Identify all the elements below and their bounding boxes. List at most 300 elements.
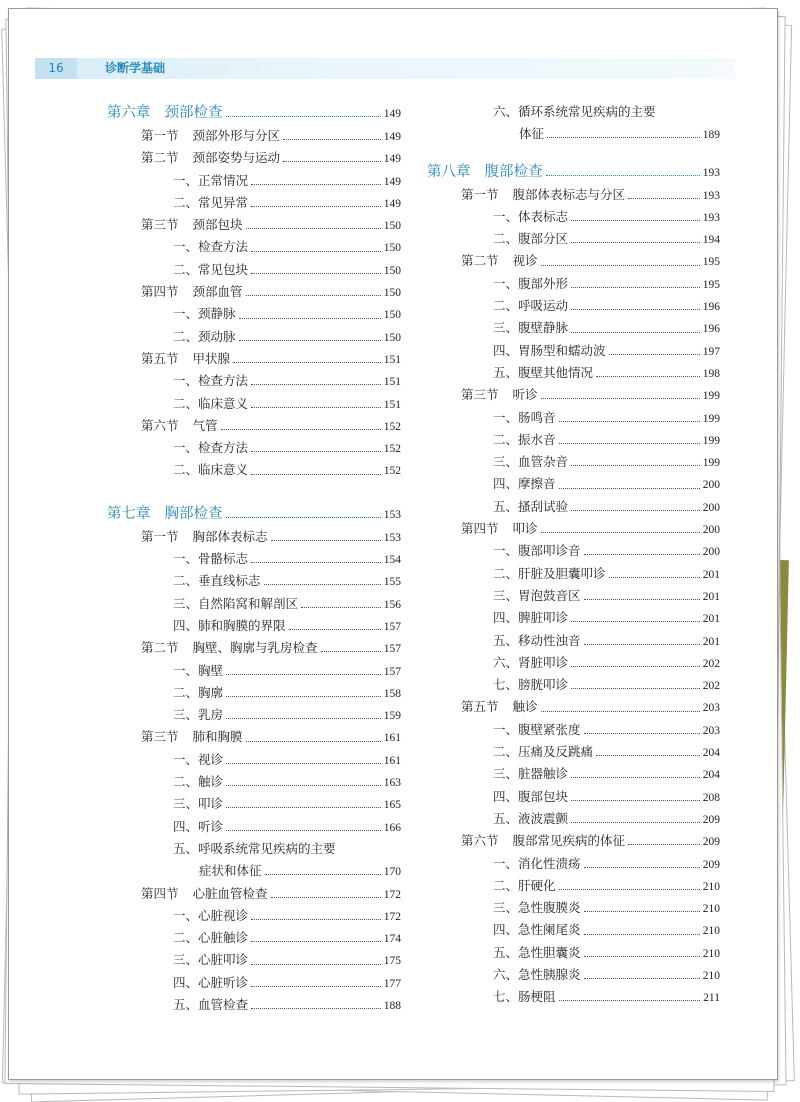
toc-leader-dots: [571, 821, 700, 823]
toc-leader-dots: [251, 406, 381, 408]
page-number: 16: [35, 58, 77, 79]
toc-page-number: 204: [702, 747, 720, 760]
toc-section: [107, 415, 401, 437]
toc-page-number: 202: [702, 657, 720, 670]
toc-leader-dots: [251, 383, 381, 385]
toc-label: 第一节: [461, 186, 499, 202]
toc-leader-dots: [571, 464, 700, 466]
toc-leader-dots: [246, 227, 381, 229]
toc-page-number: 170: [383, 866, 401, 879]
toc-title: 气管: [192, 417, 218, 433]
toc-title: 三、脏器触诊: [493, 766, 569, 782]
toc-leader-dots: [584, 866, 700, 868]
toc-subsection: [427, 540, 720, 562]
toc-title: 一、骨骼标志: [173, 551, 249, 567]
toc-title: 四、急性阑尾炎: [493, 922, 581, 938]
toc-title: 四、摩擦音: [493, 476, 556, 492]
toc-leader-dots: [584, 732, 700, 734]
toc-page-number: 150: [383, 309, 401, 322]
toc-page-number: 149: [383, 131, 401, 143]
toc-section: [107, 281, 401, 303]
toc-title: 五、移动性浊音: [493, 632, 581, 648]
toc-column-right: [427, 101, 720, 1009]
toc-page-number: 153: [383, 508, 401, 521]
toc-subsection: [107, 905, 401, 927]
toc-page-number: 208: [702, 791, 720, 804]
toc-title: 二、颈动脉: [173, 328, 236, 344]
toc-label: 第四节: [461, 521, 499, 537]
toc-subsection: [427, 652, 720, 674]
toc-leader-dots: [233, 361, 381, 363]
toc-subsection: [427, 317, 720, 339]
toc-title: 肺和胸膜: [192, 729, 243, 745]
toc-leader-dots: [283, 138, 381, 140]
toc-leader-dots: [226, 829, 381, 831]
toc-subsection: [427, 585, 720, 607]
toc-leader-dots: [541, 264, 700, 266]
toc-gap: [107, 482, 401, 502]
toc-subsection: [107, 682, 401, 704]
toc-subsection: [427, 897, 720, 919]
toc-leader-dots: [541, 710, 700, 712]
toc-page-number: 211: [703, 992, 720, 1005]
toc-title: 一、腹壁紧张度: [493, 721, 581, 737]
toc-label: 第三节: [461, 387, 499, 403]
toc-leader-dots: [584, 598, 700, 600]
toc-title: 颈部姿势与运动: [192, 150, 281, 166]
toc-title: 三、胃泡鼓音区: [493, 587, 581, 603]
toc-page-number: 177: [383, 977, 401, 990]
toc-page-number: 209: [702, 858, 720, 871]
toc-page-number: 151: [383, 353, 401, 366]
toc-subsection: [427, 719, 720, 741]
toc-title: 一、心脏视诊: [173, 907, 249, 923]
toc-subsection: [427, 630, 720, 652]
toc-page-number: 149: [383, 197, 401, 210]
toc-leader-dots: [251, 561, 381, 563]
toc-page-number: 193: [702, 166, 720, 179]
toc-leader-dots: [283, 160, 381, 162]
toc-title: 一、腹部叩诊音: [493, 543, 581, 559]
toc-title: 七、肠梗阻: [493, 989, 556, 1005]
toc-page-number: 203: [702, 724, 720, 737]
toc-page-number: 152: [383, 443, 401, 456]
toc-leader-dots: [251, 963, 381, 965]
toc-page-number: 193: [702, 211, 720, 224]
toc-leader-dots: [659, 115, 717, 116]
toc-leader-dots: [609, 576, 700, 578]
toc-label: 第四节: [141, 885, 179, 901]
toc-subsection: [427, 496, 720, 518]
toc-title: 甲状腺: [192, 350, 231, 366]
toc-leader-dots: [571, 241, 700, 243]
toc-page-number: 201: [702, 613, 720, 626]
toc-subsection: [107, 771, 401, 793]
toc-section: [107, 526, 401, 548]
toc-leader-dots: [265, 873, 381, 875]
toc-page-number: 200: [702, 524, 720, 537]
toc-page-number: 210: [702, 947, 720, 960]
toc-leader-dots: [226, 784, 381, 786]
toc-subsection: [107, 793, 401, 815]
toc-subsection: [107, 615, 401, 637]
toc-title: 五、搔刮试验: [493, 498, 569, 514]
toc-subsection: [107, 972, 401, 994]
toc-title: 一、视诊: [173, 751, 224, 767]
toc-page-number: 200: [702, 546, 720, 559]
toc-section: [427, 696, 720, 718]
toc-page-number: 210: [702, 969, 720, 982]
toc-section: [427, 830, 720, 852]
toc-leader-dots: [251, 940, 381, 942]
toc-leader-dots: [584, 955, 700, 957]
toc-leader-dots: [596, 375, 700, 377]
toc-title: 七、膀胱叩诊: [493, 677, 569, 693]
toc-title: 二、呼吸运动: [493, 298, 569, 314]
toc-page-number: 195: [702, 256, 720, 269]
toc-title: 三、血管杂音: [493, 454, 569, 470]
toc-subsection-continued: [107, 860, 401, 882]
toc-section: [107, 726, 401, 748]
toc-page-number: 175: [383, 955, 401, 968]
toc-page-number: 196: [702, 301, 720, 314]
toc-leader-dots: [251, 272, 381, 274]
toc-leader-dots: [571, 776, 700, 778]
toc-leader-dots: [546, 174, 700, 176]
toc-page-number: 195: [702, 278, 720, 291]
toc-subsection: [427, 919, 720, 941]
toc-title: 一、体表标志: [493, 208, 569, 224]
toc-subsection: [427, 273, 720, 295]
toc-subsection: [107, 437, 401, 459]
toc-leader-dots: [559, 487, 700, 489]
toc-leader-dots: [584, 977, 700, 979]
toc-page-number: 150: [383, 331, 401, 344]
toc-section: [107, 147, 401, 169]
toc-subsection: [427, 429, 720, 451]
toc-title: 三、腹壁静脉: [493, 320, 569, 336]
toc-page-number: 149: [383, 153, 401, 166]
toc-title: 叩诊: [512, 521, 538, 537]
toc-page-number: 172: [383, 910, 401, 923]
toc-label: 第二节: [141, 640, 179, 656]
toc-leader-dots: [251, 473, 381, 475]
page-header: [35, 58, 735, 79]
toc-subsection-continued: [427, 123, 720, 145]
toc-page-number: 151: [383, 398, 401, 411]
toc-subsection: [107, 548, 401, 570]
toc-title: 五、急性胆囊炎: [493, 944, 581, 960]
toc-subsection: [107, 749, 401, 771]
toc-leader-dots: [246, 294, 381, 296]
toc-subsection: [427, 786, 720, 808]
toc-title: 三、自然陷窝和解剖区: [173, 595, 299, 611]
toc-title: 一、检查方法: [173, 440, 249, 456]
toc-title: 一、检查方法: [173, 239, 249, 255]
toc-title: 二、触诊: [173, 774, 224, 790]
toc-page-number: 149: [383, 175, 401, 188]
toc-leader-dots: [596, 754, 700, 756]
toc-subsection: [427, 451, 720, 473]
toc-page-number: 210: [702, 925, 720, 938]
toc-page-number: 189: [702, 129, 720, 142]
toc-subsection: [107, 704, 401, 726]
toc-title: 一、检查方法: [173, 373, 249, 389]
toc-leader-dots: [628, 197, 700, 199]
toc-column-left: [107, 101, 401, 1016]
toc-subsection: [427, 986, 720, 1008]
toc-subsection: [107, 170, 401, 192]
toc-leader-dots: [559, 420, 700, 422]
toc-subsection: [107, 927, 401, 949]
toc-leader-dots: [226, 115, 381, 117]
toc-leader-dots: [559, 999, 701, 1001]
toc-title: 听诊: [512, 387, 538, 403]
toc-subsection: [107, 838, 401, 860]
toc-section: [107, 214, 401, 236]
toc-title: 五、呼吸系统常见疾病的主要: [173, 840, 336, 856]
toc-title: 颈部血管: [192, 284, 243, 300]
toc-page-number: 174: [383, 933, 401, 946]
toc-title: 二、压痛及反跳痛: [493, 744, 594, 760]
toc-page-number: 154: [383, 554, 401, 567]
toc-page-number: 158: [383, 687, 401, 700]
toc-leader-dots: [226, 762, 381, 764]
toc-title: 四、胃肠型和蠕动波: [493, 342, 606, 358]
toc-leader-dots: [251, 183, 381, 185]
toc-subsection: [107, 660, 401, 682]
toc-page-number: 150: [383, 242, 401, 255]
toc-leader-dots: [339, 852, 398, 853]
toc-page-number: 149: [383, 108, 401, 120]
toc-subsection: [427, 674, 720, 696]
toc-page-number: 203: [702, 702, 720, 715]
toc-label: 第三节: [141, 729, 179, 745]
toc-leader-dots: [571, 665, 700, 667]
toc-section: [427, 250, 720, 272]
toc-subsection: [427, 362, 720, 384]
toc-subsection: [427, 853, 720, 875]
toc-title: 症状和体征: [199, 863, 262, 879]
toc-chapter: [107, 101, 401, 125]
toc-leader-dots: [239, 317, 381, 319]
toc-page-number: 151: [383, 376, 401, 389]
toc-label: 第六节: [461, 833, 499, 849]
toc-subsection: [107, 593, 401, 615]
toc-title: 一、消化性溃疡: [493, 855, 581, 871]
toc-subsection: [107, 994, 401, 1016]
toc-page-number: 199: [702, 434, 720, 447]
toc-page-number: 157: [383, 665, 401, 678]
toc-subsection: [107, 570, 401, 592]
toc-title: 二、心脏触诊: [173, 930, 249, 946]
toc-title: 心脏血管检查: [192, 885, 268, 901]
toc-subsection: [427, 228, 720, 250]
toc-section: [107, 125, 401, 147]
toc-leader-dots: [571, 331, 700, 333]
toc-leader-dots: [226, 717, 381, 719]
toc-subsection: [427, 563, 720, 585]
toc-leader-dots: [251, 1007, 381, 1009]
toc-page-number: 202: [702, 680, 720, 693]
toc-page-number: 201: [702, 590, 720, 603]
toc-page-number: 157: [383, 643, 401, 656]
toc-title: 腹部体表标志与分区: [512, 186, 626, 202]
toc-leader-dots: [251, 985, 381, 987]
toc-title: 一、颈静脉: [173, 306, 236, 322]
toc-label: 第七章: [107, 505, 151, 522]
toc-leader-dots: [226, 516, 381, 518]
toc-title: 三、急性腹膜炎: [493, 900, 581, 916]
toc-leader-dots: [571, 620, 700, 622]
toc-title: 触诊: [512, 699, 538, 715]
toc-title: 五、血管检查: [173, 996, 249, 1012]
toc-chapter: [427, 160, 720, 184]
toc-label: 第四节: [141, 284, 179, 300]
toc-leader-dots: [571, 286, 700, 288]
toc-label: 第六章: [107, 105, 151, 121]
toc-title: 颈部外形与分区: [192, 128, 281, 143]
toc-title: 腹部常见疾病的体征: [512, 833, 626, 849]
toc-leader-dots: [628, 843, 700, 845]
toc-page-number: 210: [702, 880, 720, 893]
toc-leader-dots: [301, 606, 381, 608]
toc-title: 三、乳房: [173, 707, 224, 723]
toc-leader-dots: [264, 583, 381, 585]
toc-title: 胸部体表标志: [192, 528, 268, 544]
toc-leader-dots: [226, 695, 381, 697]
toc-page-number: 153: [383, 531, 401, 544]
toc-leader-dots: [226, 806, 381, 808]
toc-title: 颈部包块: [192, 217, 243, 233]
toc-leader-dots: [221, 428, 381, 430]
toc-title: 一、正常情况: [173, 172, 249, 188]
toc-title: 视诊: [512, 253, 538, 269]
toc-page-number: 188: [383, 999, 401, 1012]
toc-page: [8, 8, 778, 1080]
toc-label: 第二节: [141, 150, 179, 166]
toc-subsection: [107, 303, 401, 325]
toc-page-number: 209: [702, 813, 720, 826]
toc-title: 四、听诊: [173, 818, 224, 834]
toc-page-number: 198: [702, 367, 720, 380]
toc-title: 二、腹部分区: [493, 231, 569, 247]
toc-leader-dots: [571, 509, 700, 511]
toc-label: 第二节: [461, 253, 499, 269]
toc-leader-dots: [251, 205, 381, 207]
toc-page-number: 150: [383, 220, 401, 233]
toc-subsection: [427, 295, 720, 317]
toc-page-number: 159: [383, 710, 401, 723]
toc-label: 第一节: [141, 528, 179, 544]
toc-page-number: 200: [702, 501, 720, 514]
toc-section: [427, 518, 720, 540]
toc-title: 一、胸壁: [173, 662, 224, 678]
toc-subsection: [427, 101, 720, 123]
toc-page-number: 199: [702, 457, 720, 470]
toc-page-number: 209: [702, 836, 720, 849]
toc-leader-dots: [289, 628, 381, 630]
toc-leader-dots: [271, 539, 381, 541]
toc-title: 六、急性胰腺炎: [493, 966, 581, 982]
toc-subsection: [107, 393, 401, 415]
toc-title: 体征: [519, 126, 545, 142]
toc-subsection: [107, 326, 401, 348]
toc-title: 四、肺和胸膜的界限: [173, 617, 286, 633]
toc-leader-dots: [571, 308, 700, 310]
toc-label: 第六节: [141, 417, 179, 433]
toc-subsection: [427, 964, 720, 986]
toc-section: [107, 637, 401, 659]
toc-subsection: [427, 875, 720, 897]
toc-leader-dots: [547, 136, 700, 138]
toc-gap: [427, 146, 720, 160]
toc-page-number: 156: [383, 598, 401, 611]
toc-page-number: 172: [383, 888, 401, 901]
toc-title: 五、液波震颤: [493, 810, 569, 826]
toc-leader-dots: [609, 353, 700, 355]
toc-section: [107, 883, 401, 905]
toc-title: 二、垂直线标志: [173, 573, 261, 589]
toc-leader-dots: [541, 397, 700, 399]
toc-label: 第五节: [141, 350, 179, 366]
toc-title: 一、肠鸣音: [493, 409, 556, 425]
toc-title: 二、常见异常: [173, 194, 249, 210]
toc-leader-dots: [571, 799, 700, 801]
toc-page-number: 196: [702, 323, 720, 336]
toc-title: 四、脾脏叩诊: [493, 610, 569, 626]
toc-leader-dots: [251, 250, 381, 252]
toc-title: 一、腹部外形: [493, 275, 569, 291]
toc-title: 二、振水音: [493, 431, 556, 447]
toc-title: 三、叩诊: [173, 796, 224, 812]
toc-title: 六、循环系统常见疾病的主要: [493, 104, 656, 119]
toc-title: 二、肝脏及胆囊叩诊: [493, 565, 606, 581]
toc-page-number: 155: [383, 576, 401, 589]
toc-label: 第八章: [427, 163, 471, 180]
toc-title: 四、心脏听诊: [173, 974, 249, 990]
toc-label: 第五节: [461, 699, 499, 715]
toc-leader-dots: [226, 673, 381, 675]
toc-title: 二、胸廓: [173, 684, 224, 700]
toc-title: 颈部检查: [164, 105, 223, 121]
toc-leader-dots: [271, 896, 381, 898]
toc-leader-dots: [239, 339, 381, 341]
toc-subsection: [107, 949, 401, 971]
toc-leader-dots: [571, 687, 700, 689]
toc-page-number: 201: [702, 568, 720, 581]
toc-leader-dots: [584, 553, 700, 555]
toc-chapter: [107, 502, 401, 526]
toc-subsection: [427, 607, 720, 629]
toc-subsection: [427, 340, 720, 362]
toc-page-number: 161: [383, 732, 401, 745]
toc-leader-dots: [541, 531, 700, 533]
toc-page-number: 161: [383, 754, 401, 767]
toc-subsection: [427, 206, 720, 228]
toc-subsection: [427, 473, 720, 495]
toc-page-number: 166: [383, 821, 401, 834]
toc-title: 二、临床意义: [173, 395, 249, 411]
toc-page-number: 201: [702, 635, 720, 648]
toc-title: 四、腹部包块: [493, 788, 569, 804]
toc-page-number: 204: [702, 769, 720, 782]
toc-title: 腹部检查: [484, 163, 543, 180]
toc-subsection: [427, 741, 720, 763]
toc-page-number: 163: [383, 777, 401, 790]
toc-page-number: 150: [383, 287, 401, 300]
toc-page-number: 197: [702, 345, 720, 358]
